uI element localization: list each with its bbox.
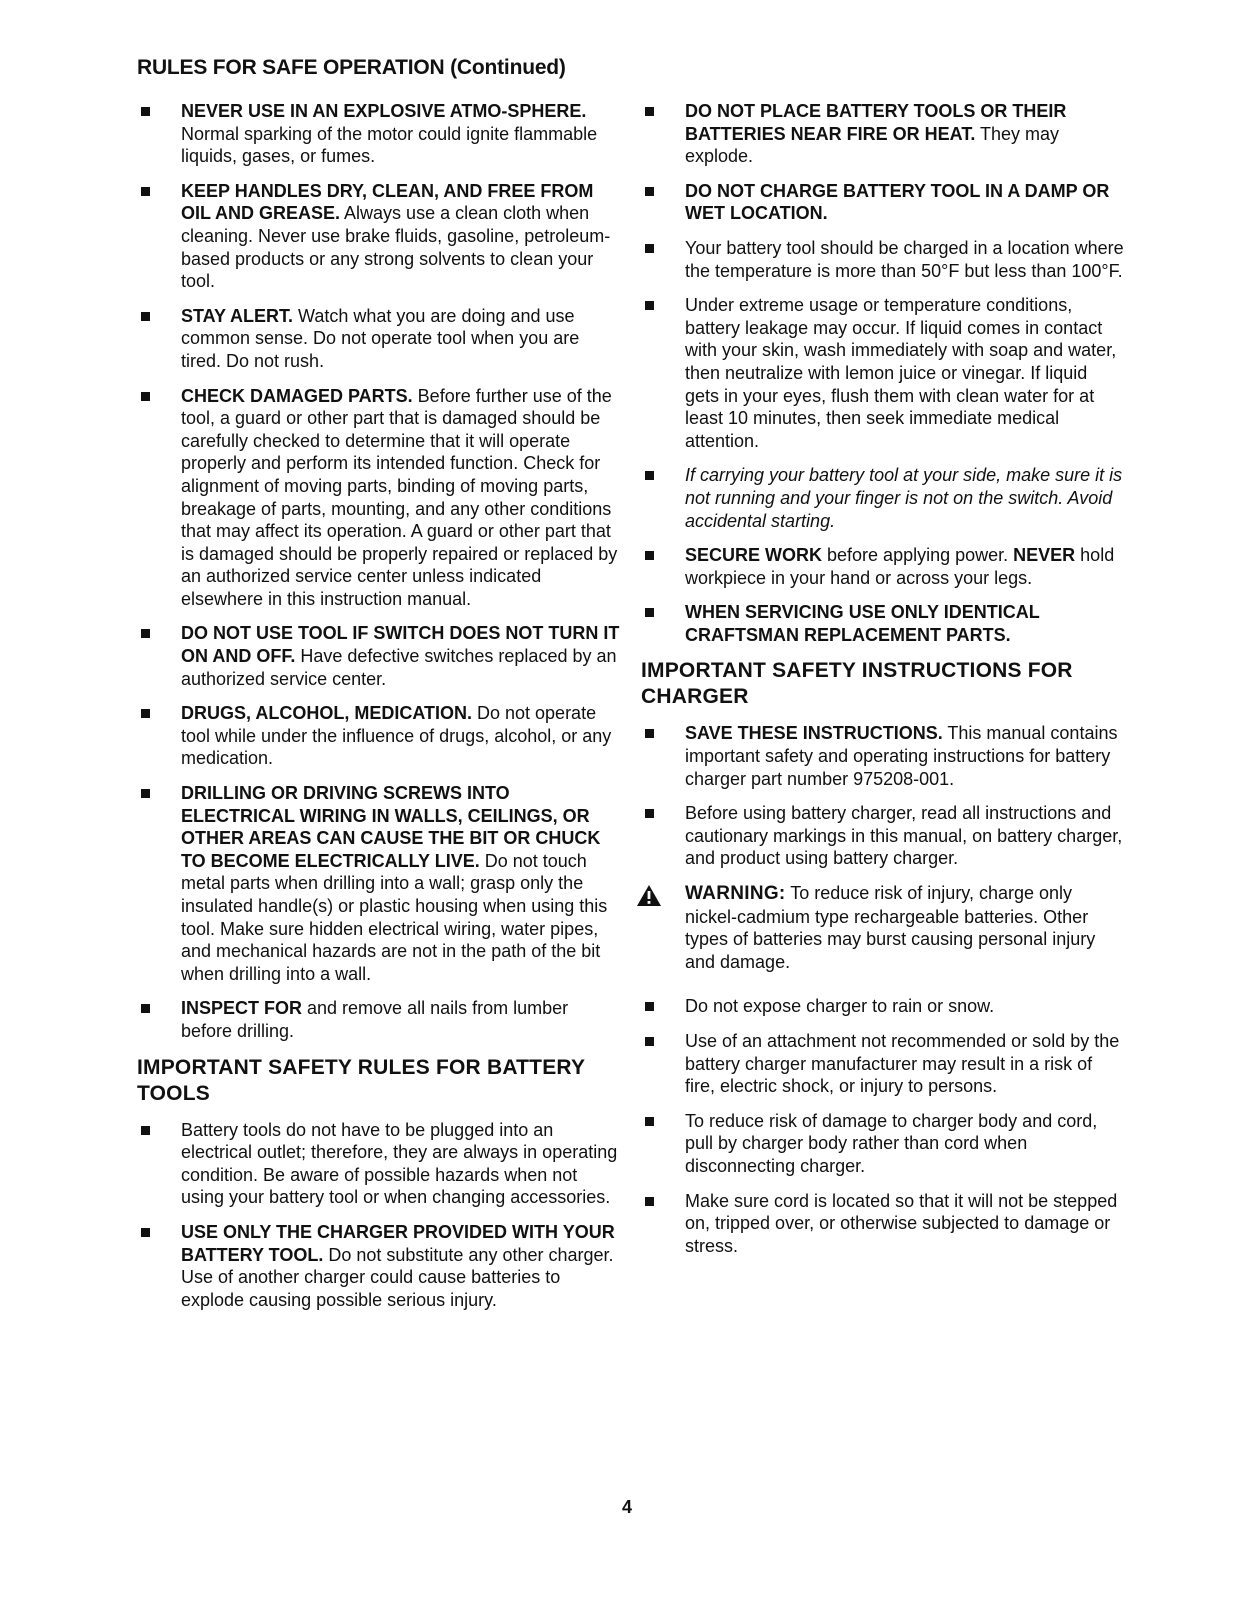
square-bullet-icon [141, 312, 150, 321]
square-bullet-icon [141, 1004, 150, 1013]
square-bullet-icon [141, 789, 150, 798]
list-item: SAVE THESE INSTRUCTIONS. This manual contains important safety and operating instructions for battery charger part number 975208-001. [641, 722, 1125, 790]
list-item: If carrying your battery tool at your side, make sure it is not running and your finger is not on the switch. Avoid accidental starting. [641, 464, 1125, 532]
list-item: NEVER USE IN AN EXPLOSIVE ATMO-SPHERE. Normal sparking of the motor could ignite flammable liquids, gases, or fumes. [137, 100, 622, 168]
right-column [641, 100, 1125, 1269]
list-item: To reduce risk of damage to charger body and cord, pull by charger body rather than cord when disconnecting charger. [641, 1110, 1125, 1178]
list-item: DRILLING OR DRIVING SCREWS INTO ELECTRICAL WIRING IN WALLS, CEILINGS, OR OTHER AREAS CAN CAUSE THE BIT OR CHUCK TO BECOME ELECTRICALLY LIVE. Do not touch metal parts when drilling into a wall; grasp only the insulated handle(s) or plastic housing when using this tool. Make sure hidden electrical wiring, water pipes, and mechanical hazards are not in the path of the bit when drilling into a wall. [137, 782, 622, 985]
square-bullet-icon [141, 709, 150, 718]
square-bullet-icon [141, 187, 150, 196]
list-item: Under extreme usage or temperature conditions, battery leakage may occur. If liquid comes in contact with your skin, wash immediately with soap and water, then neutralize with lemon juice or vinegar. If liquid gets in your eyes, flush them with clean water for at least 10 minutes, then seek immediate medical attention. [641, 294, 1125, 452]
square-bullet-icon [645, 1117, 654, 1126]
warning-label: WARNING: [685, 883, 786, 905]
list-item: Do not expose charger to rain or snow. [641, 995, 1125, 1018]
list-item: Before using battery charger, read all instructions and cautionary markings in this manual, on battery charger, and product using battery charger. [641, 802, 1125, 870]
square-bullet-icon [645, 471, 654, 480]
list-item: Make sure cord is located so that it will not be stepped on, tripped over, or otherwise subjected to damage or stress. [641, 1190, 1125, 1258]
square-bullet-icon [645, 608, 654, 617]
warning-block [641, 882, 1125, 973]
square-bullet-icon [645, 187, 654, 196]
square-bullet-icon [141, 1126, 150, 1135]
square-bullet-icon [645, 729, 654, 738]
list-item: DRUGS, ALCOHOL, MEDICATION. Do not operate tool while under the influence of drugs, alcohol, or any medication. [137, 702, 622, 770]
square-bullet-icon [645, 1197, 654, 1206]
battery-tools-heading: IMPORTANT SAFETY RULES FOR BATTERY TOOLS [137, 1055, 585, 1105]
list-item: INSPECT FOR and remove all nails from lumber before drilling. [137, 997, 622, 1042]
square-bullet-icon [141, 392, 150, 401]
list-item: KEEP HANDLES DRY, CLEAN, AND FREE FROM OIL AND GREASE. Always use a clean cloth when cleaning. Never use brake fluids, gasoline, petroleum-based products or any strong solvents to clean your tool. [137, 180, 622, 293]
warning-triangle-icon [636, 884, 662, 907]
square-bullet-icon [645, 301, 654, 310]
square-bullet-icon [645, 1002, 654, 1011]
list-item: Use of an attachment not recommended or sold by the battery charger manufacturer may result in a risk of fire, electric shock, or injury to persons. [641, 1030, 1125, 1098]
square-bullet-icon [141, 107, 150, 116]
list-item: Battery tools do not have to be plugged into an electrical outlet; therefore, they are always in operating condition. Be aware of possible hazards when not using your battery tool or when changing accessories. [137, 1119, 622, 1209]
list-item: DO NOT CHARGE BATTERY TOOL IN A DAMP OR WET LOCATION. [641, 180, 1125, 225]
list-item: DO NOT PLACE BATTERY TOOLS OR THEIR BATTERIES NEAR FIRE OR HEAT. They may explode. [641, 100, 1125, 168]
page-number: 4 [622, 1497, 633, 1517]
square-bullet-icon [645, 809, 654, 818]
square-bullet-icon [645, 551, 654, 560]
list-item: Your battery tool should be charged in a location where the temperature is more than 50°F but less than 100°F. [641, 237, 1125, 282]
list-item: USE ONLY THE CHARGER PROVIDED WITH YOUR BATTERY TOOL. Do not substitute any other charger. Use of another charger could cause batteries to explode causing possible serious injury. [137, 1221, 622, 1311]
square-bullet-icon [645, 1037, 654, 1046]
square-bullet-icon [141, 1228, 150, 1237]
list-item: SECURE WORK before applying power. NEVER hold workpiece in your hand or across your legs. [641, 544, 1125, 589]
list-item: CHECK DAMAGED PARTS. Before further use of the tool, a guard or other part that is damaged should be carefully checked to determine that it will operate properly and perform its intended function. Check for alignment of moving parts, binding of moving parts, breakage of parts, mounting, and any other conditions that may affect its operation. A guard or other part that is damaged should be properly repaired or replaced by an authorized service center unless indicated elsewhere in this instruction manual. [137, 385, 622, 611]
square-bullet-icon [645, 244, 654, 253]
left-column [137, 100, 622, 1323]
list-item: DO NOT USE TOOL IF SWITCH DOES NOT TURN IT ON AND OFF. Have defective switches replaced by an authorized service center. [137, 622, 622, 690]
list-item: WHEN SERVICING USE ONLY IDENTICAL CRAFTSMAN REPLACEMENT PARTS. [641, 601, 1125, 646]
square-bullet-icon [141, 629, 150, 638]
page-title: RULES FOR SAFE OPERATION (Continued) [137, 56, 566, 79]
charger-heading: IMPORTANT SAFETY INSTRUCTIONS FOR CHARGER [641, 659, 1073, 709]
warning-text: To reduce risk of injury, charge only nickel-cadmium type rechargeable batteries. Other types of batteries may burst causing personal injury and damage. [685, 883, 1096, 972]
square-bullet-icon [645, 107, 654, 116]
list-item: STAY ALERT. Watch what you are doing and use common sense. Do not operate tool when you are tired. Do not rush. [137, 305, 622, 373]
